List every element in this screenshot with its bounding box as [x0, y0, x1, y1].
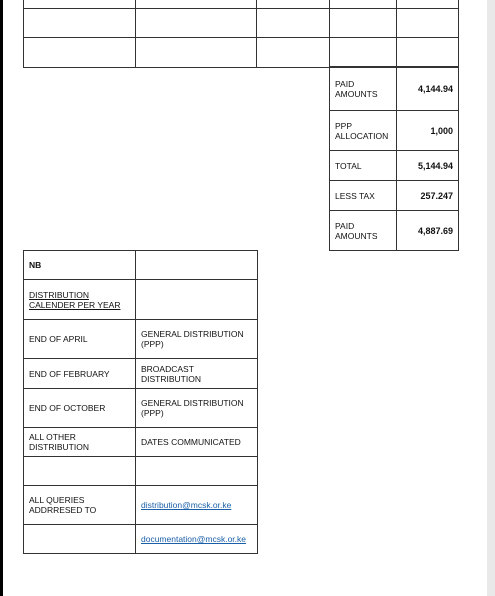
table-cell: [24, 457, 136, 486]
summary-row-total: [330, 151, 459, 181]
distribution-cell: GENERAL DISTRIBUTION (PPP): [136, 320, 258, 359]
summary-label: LESS TAX: [330, 181, 397, 211]
distribution-calendar-table: [23, 250, 258, 554]
summary-label: TOTAL: [330, 151, 397, 181]
summary-label: PPP ALLOCATION: [330, 111, 397, 151]
table-cell: [136, 280, 258, 320]
table-row: [24, 359, 258, 389]
table-cell: [136, 457, 258, 486]
table-row: [24, 389, 258, 428]
table-row: [24, 486, 258, 525]
summary-row-paid: [330, 67, 459, 111]
table-row: [24, 428, 258, 457]
documentation-email-link[interactable]: documentation@mcsk.or.ke: [141, 534, 247, 544]
distribution-email-link[interactable]: distribution@mcsk.or.ke: [141, 500, 232, 510]
table-cell: [24, 9, 136, 38]
table-cell: [136, 251, 258, 280]
table-cell: [257, 38, 330, 68]
table-row: [24, 0, 459, 9]
email-cell: [136, 486, 258, 525]
table-row: [24, 525, 258, 554]
table-row: [24, 457, 258, 486]
nb-header: NB: [24, 251, 136, 280]
period-cell: END OF FEBRUARY: [24, 359, 136, 389]
table-cell: [330, 0, 397, 9]
page-edge: [487, 0, 495, 596]
distribution-cell: DATES COMMUNICATED: [136, 428, 258, 457]
left-border-bar: [0, 0, 3, 596]
table-cell: [397, 0, 459, 9]
period-cell: END OF APRIL: [24, 320, 136, 359]
distribution-cell: GENERAL DISTRIBUTION (PPP): [136, 389, 258, 428]
table-row: [24, 9, 459, 38]
table-row: [24, 320, 258, 359]
summary-row-tax: [330, 181, 459, 211]
period-cell: END OF OCTOBER: [24, 389, 136, 428]
distribution-cell: BROADCAST DISTRIBUTION: [136, 359, 258, 389]
summary-value: 4,887.69: [397, 211, 459, 251]
calendar-title: DISTRIBUTION CALENDER PER YEAR: [24, 280, 136, 320]
table-cell: [330, 9, 397, 38]
table-row: [24, 280, 258, 320]
summary-value: 257.247: [397, 181, 459, 211]
summary-label: PAID AMOUNTS: [330, 211, 397, 251]
table-cell: [330, 38, 397, 68]
summary-label: PAID AMOUNTS: [330, 67, 397, 111]
summary-value: 4,144.94: [397, 67, 459, 111]
table-cell: [397, 38, 459, 68]
table-row: [24, 38, 459, 68]
table-cell: [136, 9, 257, 38]
table-cell: [136, 0, 257, 9]
summary-value: 1,000: [397, 111, 459, 151]
table-cell: [397, 9, 459, 38]
table-cell: [257, 0, 330, 9]
period-cell: ALL OTHER DISTRIBUTION: [24, 428, 136, 457]
table-cell: [24, 38, 136, 68]
table-cell: [257, 9, 330, 38]
top-table: [23, 0, 459, 68]
summary-value: 5,144.94: [397, 151, 459, 181]
email-cell: [136, 525, 258, 554]
table-cell: [24, 0, 136, 9]
summary-row-ppp: [330, 111, 459, 151]
table-cell: [136, 38, 257, 68]
table-cell: [24, 525, 136, 554]
summary-row-net: [330, 211, 459, 251]
queries-label: ALL QUERIES ADDRRESED TO: [24, 486, 136, 525]
table-row: [24, 251, 258, 280]
summary-table: [329, 66, 459, 251]
